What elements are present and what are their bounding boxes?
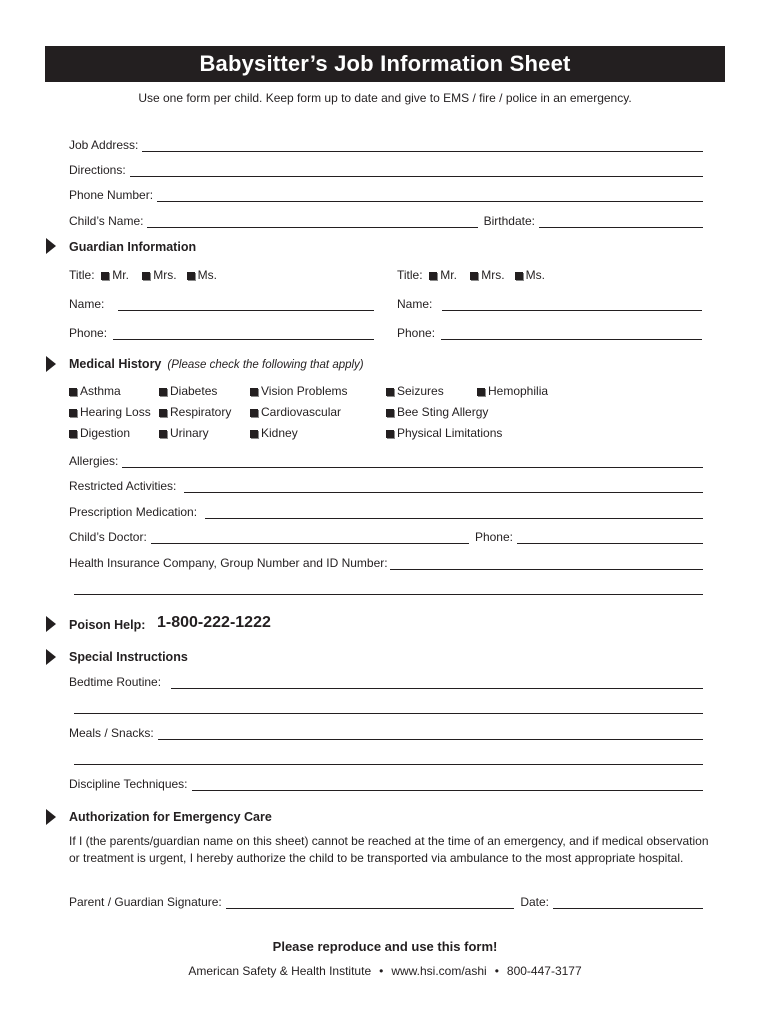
guardian2-phone-row (397, 326, 702, 340)
birthdate-field[interactable] (539, 216, 703, 228)
guardian1-ms-option[interactable]: Ms. (187, 268, 217, 282)
authorization-heading: Authorization for Emergency Care (69, 810, 272, 824)
discipline-field[interactable] (192, 779, 703, 791)
doctor-phone-label: Phone: (474, 530, 513, 544)
condition-asthma[interactable]: Asthma (69, 384, 121, 398)
date-label: Date: (520, 895, 549, 909)
signature-label: Parent / Guardian Signature: (69, 895, 222, 909)
guardian1-name-row (69, 297, 374, 311)
checkbox-icon (515, 272, 523, 280)
section-arrow-icon (46, 616, 56, 632)
medical-note: (Please check the following that apply) (167, 359, 364, 371)
phone-number-field[interactable] (157, 190, 703, 202)
guardian1-phone-row (69, 326, 374, 340)
poison-help-label: Poison Help: (69, 618, 146, 632)
restricted-field[interactable] (184, 481, 703, 493)
guardian1-name-field[interactable] (118, 299, 374, 311)
restricted-row (69, 479, 703, 493)
signature-row (69, 895, 703, 909)
guardian2-name-label: Name: (397, 297, 433, 311)
child-name-label: Child’s Name: (69, 214, 144, 228)
insurance-label: Health Insurance Company, Group Number and ID Number: (69, 556, 388, 570)
checkbox-icon (386, 388, 394, 396)
guardian1-name-label: Name: (69, 297, 105, 311)
insurance-field-line2[interactable] (74, 594, 703, 595)
bullet-separator: • (379, 964, 384, 978)
footer-phone: 800-447-3177 (506, 964, 582, 978)
checkbox-icon (159, 430, 167, 438)
condition-cardiovascular[interactable]: Cardiovascular (250, 405, 341, 419)
insurance-row (69, 556, 703, 570)
footer-url[interactable]: www.hsi.com/ashi (391, 964, 487, 978)
guardian2-title-label: Title: (397, 268, 423, 282)
signature-field[interactable] (226, 897, 515, 909)
checkbox-icon (69, 430, 77, 438)
condition-physical-limitations[interactable]: Physical Limitations (386, 426, 502, 440)
discipline-row (69, 777, 703, 791)
checkbox-icon (250, 430, 258, 438)
condition-vision-problems[interactable]: Vision Problems (250, 384, 347, 398)
checkbox-icon (187, 272, 195, 280)
bedtime-field-line2[interactable] (74, 713, 703, 714)
phone-number-row (69, 188, 703, 202)
checkbox-icon (142, 272, 150, 280)
guardian2-name-field[interactable] (442, 299, 702, 311)
condition-urinary[interactable]: Urinary (159, 426, 209, 440)
condition-hearing-loss[interactable]: Hearing Loss (69, 405, 151, 419)
child-name-field[interactable] (147, 216, 477, 228)
authorization-text: If I (the parents/guardian name on this sheet) cannot be reached at the time of an emergency, and if medical observation or treatment is urgent, I hereby authorize the child to be transported via ambulance to the most appropriate hospital. (69, 834, 709, 865)
section-arrow-icon (46, 238, 56, 254)
guardian1-phone-label: Phone: (69, 326, 108, 340)
doctor-label: Child’s Doctor: (69, 530, 147, 544)
guardian2-mr-option[interactable]: Mr. (429, 268, 457, 282)
guardian1-phone-field[interactable] (113, 328, 374, 340)
guardian2-title-row (397, 268, 545, 282)
allergies-label: Allergies: (69, 454, 119, 468)
checkbox-icon (69, 388, 77, 396)
guardian2-mrs-option[interactable]: Mrs. (470, 268, 504, 282)
checkbox-icon (429, 272, 437, 280)
bedtime-row (69, 675, 703, 689)
prescription-field[interactable] (205, 507, 703, 519)
discipline-label: Discipline Techniques: (69, 777, 188, 791)
allergies-field[interactable] (122, 456, 703, 468)
checkbox-icon (477, 388, 485, 396)
date-field[interactable] (553, 897, 703, 909)
condition-digestion[interactable]: Digestion (69, 426, 130, 440)
footer-org: American Safety & Health Institute (188, 964, 372, 978)
checkbox-icon (69, 409, 77, 417)
birthdate-label: Birthdate: (483, 214, 535, 228)
guardian2-ms-option[interactable]: Ms. (515, 268, 545, 282)
guardian2-name-row (397, 297, 702, 311)
guardian-heading: Guardian Information (69, 240, 197, 254)
meals-label: Meals / Snacks: (69, 726, 154, 740)
section-arrow-icon (46, 356, 56, 372)
checkbox-icon (159, 409, 167, 417)
bullet-separator: • (494, 964, 499, 978)
special-heading: Special Instructions (69, 650, 188, 664)
job-address-row (69, 138, 703, 152)
allergies-row (69, 454, 703, 468)
condition-hemophilia[interactable]: Hemophilia (477, 384, 548, 398)
doctor-phone-field[interactable] (517, 532, 703, 544)
directions-label: Directions: (69, 163, 126, 177)
guardian1-mrs-option[interactable]: Mrs. (142, 268, 176, 282)
condition-diabetes[interactable]: Diabetes (159, 384, 217, 398)
poison-help-number: 1-800-222-1222 (157, 614, 271, 631)
checkbox-icon (386, 409, 394, 417)
section-arrow-icon (46, 649, 56, 665)
page-title: Babysitter’s Job Information Sheet (45, 46, 725, 82)
job-address-field[interactable] (142, 140, 703, 152)
bedtime-label: Bedtime Routine: (69, 675, 162, 689)
section-arrow-icon (46, 809, 56, 825)
condition-respiratory[interactable]: Respiratory (159, 405, 231, 419)
medical-heading: Medical History (Please check the following that apply) (69, 357, 364, 371)
child-name-row (69, 214, 703, 228)
guardian1-title-label: Title: (69, 268, 95, 282)
restricted-label: Restricted Activities: (69, 479, 177, 493)
guardian1-mr-option[interactable]: Mr. (101, 268, 129, 282)
condition-kidney[interactable]: Kidney (250, 426, 298, 440)
condition-bee-sting-allergy[interactable]: Bee Sting Allergy (386, 405, 488, 419)
prescription-row (69, 505, 703, 519)
checkbox-icon (101, 272, 109, 280)
checkbox-icon (159, 388, 167, 396)
reproduce-note: Please reproduce and use this form! (272, 939, 498, 954)
meals-field[interactable] (158, 728, 703, 740)
checkbox-icon (250, 409, 258, 417)
prescription-label: Prescription Medication: (69, 505, 198, 519)
condition-seizures[interactable]: Seizures (386, 384, 444, 398)
guardian2-phone-field[interactable] (441, 328, 702, 340)
guardian2-phone-label: Phone: (397, 326, 436, 340)
phone-number-label: Phone Number: (69, 188, 154, 202)
doctor-row (69, 530, 703, 544)
checkbox-icon (386, 430, 394, 438)
directions-field[interactable] (130, 165, 703, 177)
job-address-label: Job Address: (69, 138, 139, 152)
footer-info (0, 964, 770, 978)
checkbox-icon (470, 272, 478, 280)
directions-row (69, 163, 703, 177)
guardian1-title-row (69, 268, 217, 282)
checkbox-icon (250, 388, 258, 396)
meals-field-line2[interactable] (74, 764, 703, 765)
bedtime-field[interactable] (171, 677, 703, 689)
insurance-field[interactable] (390, 558, 703, 570)
doctor-field[interactable] (151, 532, 469, 544)
meals-row (69, 726, 703, 740)
subtitle: Use one form per child. Keep form up to date and give to EMS / fire / police in an emergency. (138, 91, 632, 105)
